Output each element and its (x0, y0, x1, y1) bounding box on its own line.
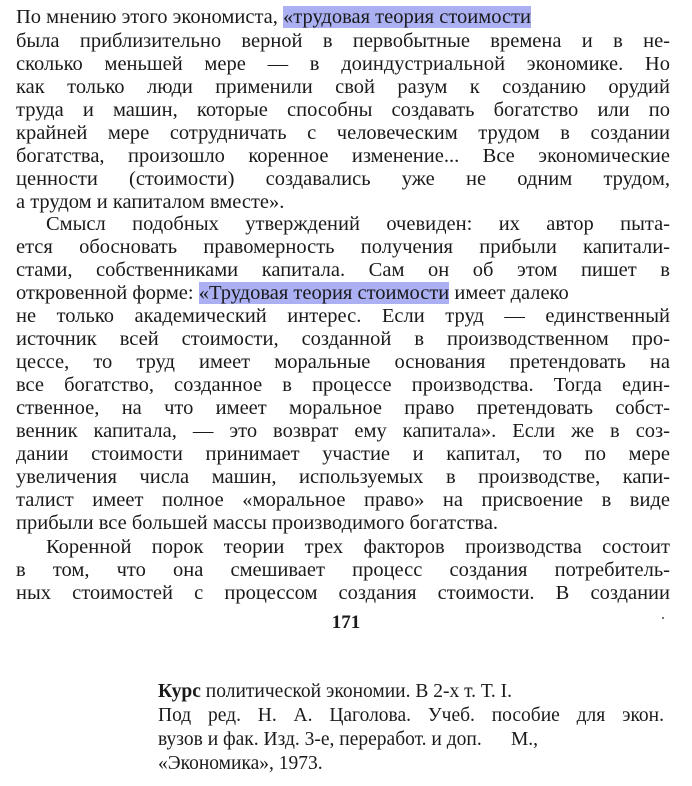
page-number: 171 (331, 612, 361, 633)
scan-speck (662, 617, 664, 619)
text-line: дании стоимости принимает участие и капитал, то по мере (16, 443, 670, 465)
citation-line-3: вузов и фак. Изд. 3-е, переработ. и доп. М., (158, 729, 539, 750)
text-line: а трудом и капиталом вместе». (16, 191, 285, 213)
citation-line-1: Курс политической экономии. В 2-х т. Т. I. (158, 681, 512, 702)
text-line: талист имеет полное «моральное право» на присвоение в виде (16, 489, 670, 511)
text-line: все богатство, созданное в процессе производства. Тогда един- (16, 374, 670, 396)
text-line: была приблизительно верной в первобытные времена и в не- (16, 30, 670, 52)
highlight: «трудовая теория стоимости (283, 6, 532, 28)
text-line: ных стоимостей с процессом создания стоимости. В создании (16, 582, 670, 604)
text-line: ценности (стоимости) создавались уже не одним трудом, (16, 168, 670, 190)
text-line: увеличения числа машин, используемых в производстве, капи- (16, 466, 670, 488)
citation-line-4: «Экономика», 1973. (158, 753, 323, 774)
text-line: цессе, то труд имеет моральные основания претендовать на (16, 351, 670, 373)
text-line: крайней мере сотрудничать с человеческим трудом в создании (16, 122, 670, 144)
text-line: ственное, на что имеет моральное право претендовать собст- (16, 397, 670, 419)
text-line: прибыли все большей массы производимого богатства. (16, 512, 499, 534)
text-line: сколько меньшей мере — в доиндустриальной экономике. Но (16, 53, 670, 75)
text-line: Смысл подобных утверждений очевиден: их автор пыта- (46, 213, 670, 235)
text-line: стами, собственниками капитала. Сам он об этом пишет в (16, 259, 670, 281)
text-line: не только академический интерес. Если труд — единственный (16, 305, 670, 327)
highlight: «Трудовая теория стоимости (198, 282, 450, 304)
text-line: в том, что она смешивает процесс создания потребитель- (16, 559, 670, 581)
text-line: Коренной порок теории трех факторов производства состоит (46, 536, 670, 558)
text-line: богатства, произошло коренное изменение... Все экономические (16, 145, 670, 167)
text-line: откровенной форме: «Трудовая теория стоимости имеет далеко (16, 282, 569, 304)
text-line: источник всей стоимости, созданной в производственном про- (16, 328, 670, 350)
text-line: венник капитала, — это возврат ему капитала». Если же в соз- (16, 420, 670, 442)
text-line: ется обосновать правомерность получения прибыли капитали- (16, 236, 670, 258)
citation-line-2: Под ред. Н. А. Цаголова. Учеб. пособие для экон. (158, 705, 664, 726)
text-line: По мнению этого экономиста, «трудовая теория стоимости (16, 6, 532, 28)
text-line: труда и машин, которые способны создавать богатство или по (16, 99, 670, 121)
text-line: как только люди применили свой разум к созданию орудий (16, 76, 670, 98)
